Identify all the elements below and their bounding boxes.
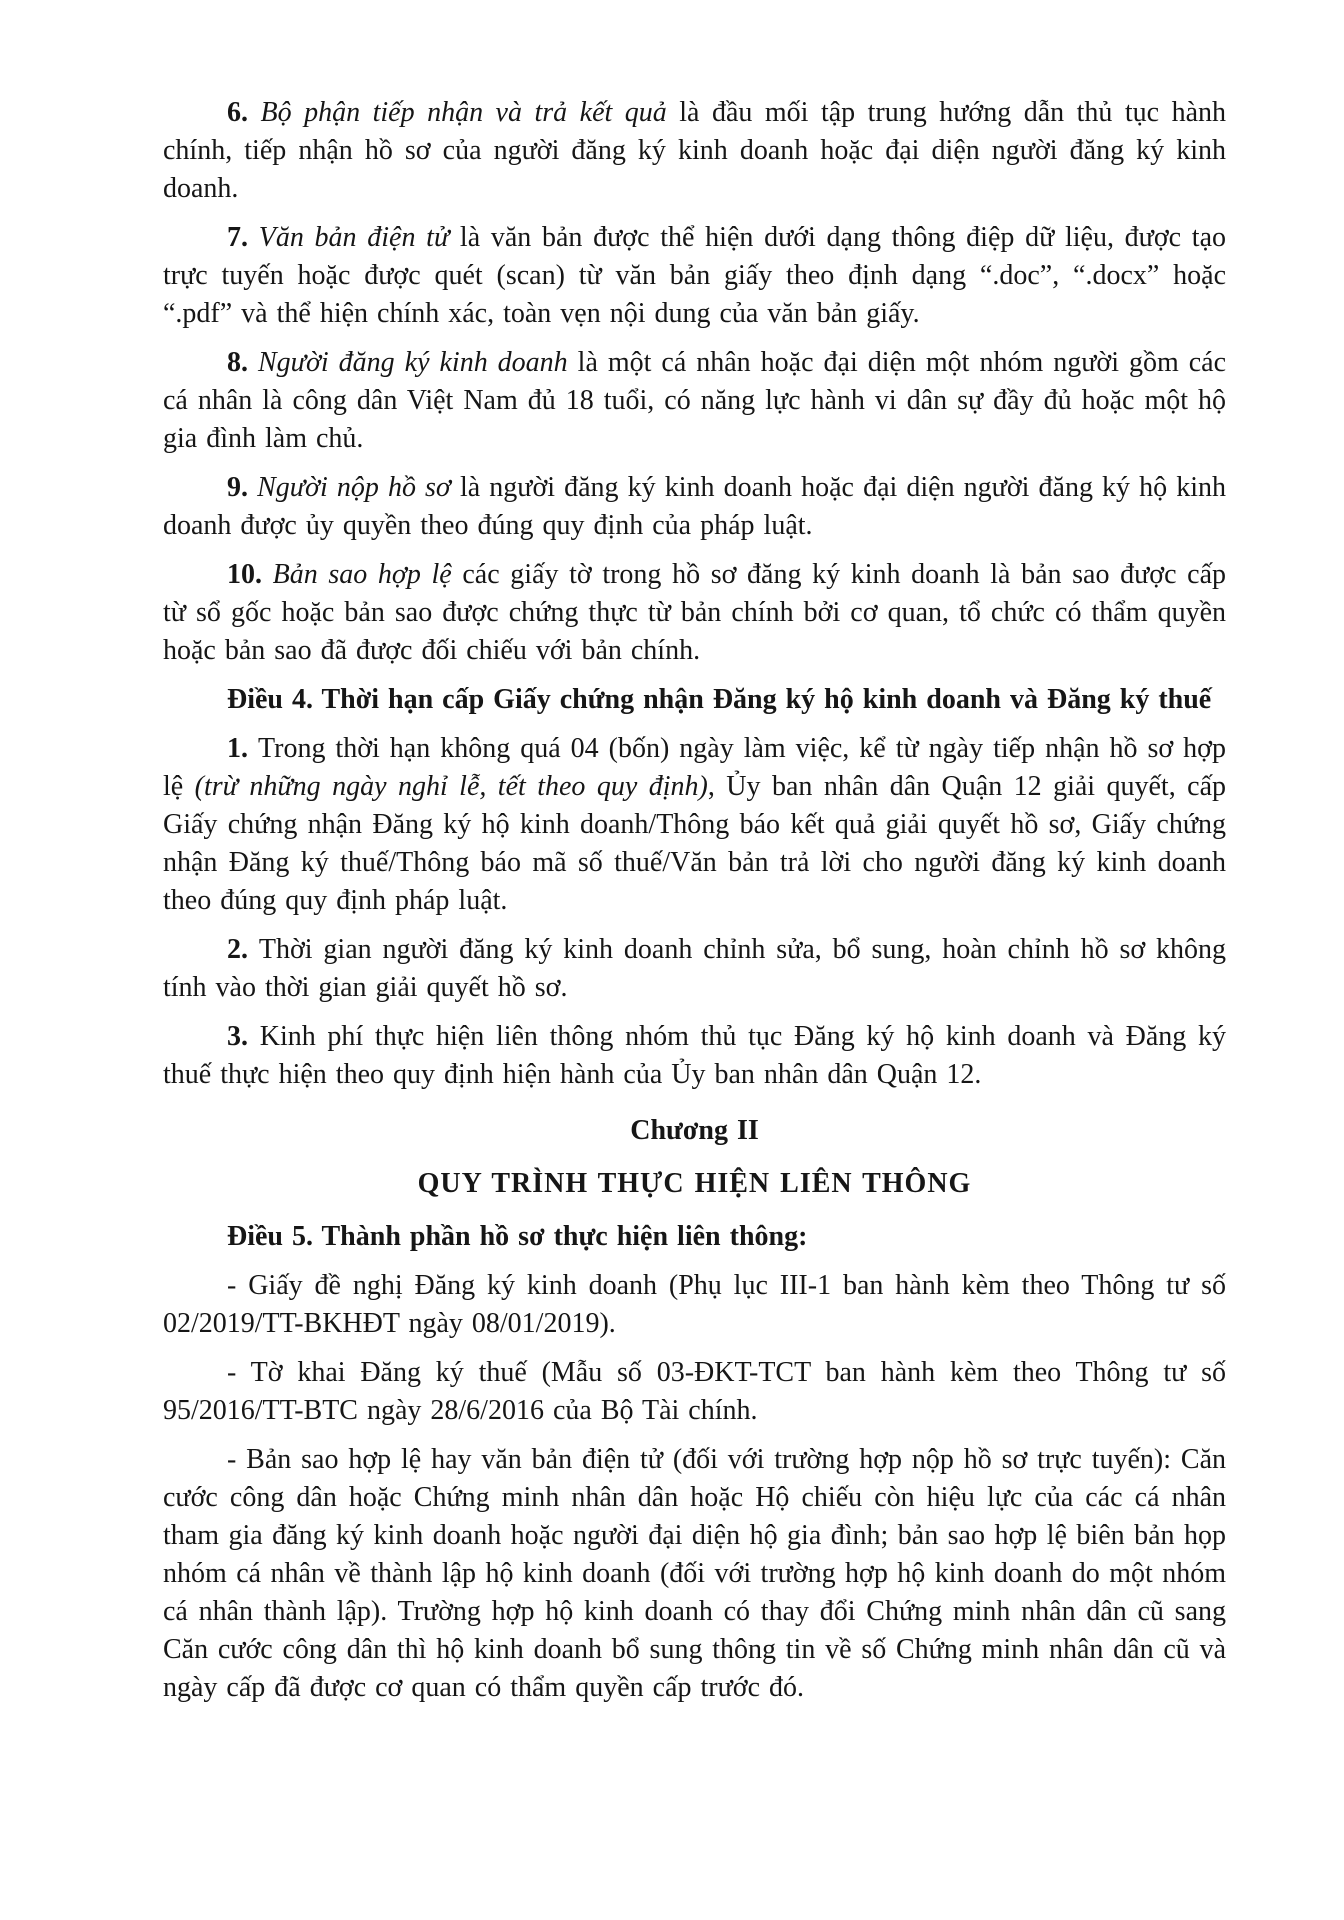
clause-text: Thời gian người đăng ký kinh doanh chỉnh sửa, bổ sung, hoàn chỉnh hồ sơ không tính vào thời gian giải quyết hồ sơ.: [163, 934, 1227, 1003]
clause-number: 2.: [227, 934, 259, 965]
clause-text-before: Trong thời hạn không quá 04 (bốn) ngày làm việc, kể từ ngày tiếp nhận hồ sơ hợp lệ: [163, 733, 1226, 802]
article-4-clause-2: [163, 931, 1226, 1007]
definition-text: là văn bản được thể hiện dưới dạng thông điệp dữ liệu, được tạo trực tuyến hoặc được quét (scan) từ văn bản giấy theo định dạng “.doc”, “.docx” hoặc “.pdf” và thể hiện chính xác, toàn vẹn nội dung của văn bản giấy.: [163, 222, 1227, 329]
definition-term: Người nộp hồ sơ: [257, 472, 451, 503]
definition-number: 10.: [227, 559, 273, 590]
article-5-item-3: - Bản sao hợp lệ hay văn bản điện tử (đối với trường hợp nộp hồ sơ trực tuyến): Căn cước công dân hoặc Chứng minh nhân dân hoặc Hộ chiếu còn hiệu lực của các cá nhân tham gia đăng ký kinh doanh hoặc người đại diện hộ gia đình; bản sao hợp lệ biên bản họp nhóm cá nhân về thành lập hộ kinh doanh (đối với trường hợp hộ kinh doanh do một nhóm cá nhân thành lập). Trường hợp hộ kinh doanh có thay đổi Chứng minh nhân dân cũ sang Căn cước công dân thì hộ kinh doanh bổ sung thông tin về số Chứng minh nhân dân cũ và ngày cấp đã được cơ quan có thẩm quyền cấp trước đó.: [163, 1444, 1226, 1703]
definition-term: Bản sao hợp lệ: [272, 559, 452, 590]
document-body: [163, 94, 1226, 1718]
clause-number: 1.: [227, 733, 258, 764]
definition-term: Bộ phận tiếp nhận và trả kết quả: [260, 97, 667, 128]
clause-text: Kinh phí thực hiện liên thông nhóm thủ tục Đăng ký hộ kinh doanh và Đăng ký thuế thực hiện theo quy định hiện hành của Ủy ban nhân dân Quận 12.: [163, 1021, 1226, 1090]
chapter-title: QUY TRÌNH THỰC HIỆN LIÊN THÔNG: [417, 1168, 972, 1199]
clause-text-after: , Ủy ban nhân dân Quận 12 giải quyết, cấp Giấy chứng nhận Đăng ký hộ kinh doanh/Thông báo kết quả giải quyết hồ sơ, Giấy chứng nhận Đăng ký thuế/Thông báo mã số thuế/Văn bản trả lời cho người đăng ký kinh doanh theo đúng quy định pháp luật.: [163, 771, 1227, 916]
definition-text: các giấy tờ trong hồ sơ đăng ký kinh doanh là bản sao được cấp từ sổ gốc hoặc bản sao được chứng thực từ bản chính bởi cơ quan, tổ chức có thẩm quyền hoặc bản sao đã được đối chiếu với bản chính.: [163, 559, 1226, 666]
definition-number: 9.: [227, 472, 258, 503]
article-4-clause-1: [163, 730, 1226, 920]
definition-paragraph-6: [163, 94, 1226, 208]
article-5-item-1: - Giấy đề nghị Đăng ký kinh doanh (Phụ lục III-1 ban hành kèm theo Thông tư số 02/2019/TT-BKHĐT ngày 08/01/2019).: [163, 1270, 1226, 1339]
clause-number: 3.: [227, 1021, 260, 1052]
article-5-heading: Điều 5. Thành phần hồ sơ thực hiện liên thông:: [227, 1221, 808, 1252]
definition-paragraph-9: [163, 469, 1226, 545]
definition-paragraph-10: [163, 556, 1226, 670]
chapter-label: Chương II: [630, 1115, 759, 1146]
definition-term: Văn bản điện tử: [258, 222, 450, 253]
definition-number: 8.: [227, 347, 258, 378]
article-5-item-2: - Tờ khai Đăng ký thuế (Mẫu số 03-ĐKT-TCT ban hành kèm theo Thông tư số 95/2016/TT-BTC ngày 28/6/2016 của Bộ Tài chính.: [163, 1357, 1226, 1426]
article-4-clause-3: [163, 1018, 1226, 1094]
definition-paragraph-8: [163, 344, 1226, 458]
article-4-heading: Điều 4. Thời hạn cấp Giấy chứng nhận Đăng ký hộ kinh doanh và Đăng ký thuế: [227, 684, 1212, 715]
definition-paragraph-7: [163, 219, 1226, 333]
definition-text: là người đăng ký kinh doanh hoặc đại diện người đăng ký hộ kinh doanh được ủy quyền theo đúng quy định của pháp luật.: [163, 472, 1227, 541]
definition-text: là đầu mối tập trung hướng dẫn thủ tục hành chính, tiếp nhận hồ sơ của người đăng ký kinh doanh hoặc đại diện người đăng ký kinh doanh.: [163, 97, 1227, 204]
definition-text: là một cá nhân hoặc đại diện một nhóm người gồm các cá nhân là công dân Việt Nam đủ 18 tuổi, có năng lực hành vi dân sự đầy đủ hoặc một hộ gia đình làm chủ.: [163, 347, 1227, 454]
definition-number: 6.: [227, 97, 261, 128]
clause-text-italic: (trừ những ngày nghỉ lễ, tết theo quy định): [194, 771, 708, 802]
definition-number: 7.: [227, 222, 259, 253]
definition-term: Người đăng ký kinh doanh: [258, 347, 568, 378]
